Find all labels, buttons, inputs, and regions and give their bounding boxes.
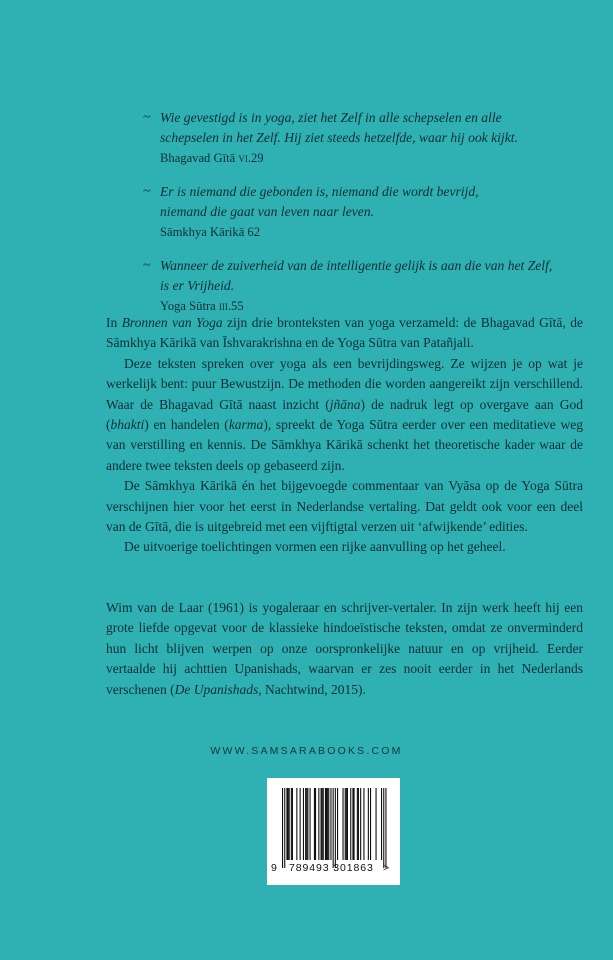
barcode-bar — [310, 788, 311, 860]
quote-source: Sāmkhya Kārikā 62 — [160, 225, 261, 239]
barcode-bar — [291, 788, 292, 860]
description-text — [106, 313, 583, 558]
quote-text: Er is niemand die gebonden is, niemand die wordt bevrijd, niemand die gaat van leven naar leven. — [160, 184, 479, 219]
barcode-bar — [326, 788, 327, 860]
barcode-bar — [354, 788, 355, 860]
barcode-bar — [305, 788, 306, 860]
barcode-bar — [282, 788, 283, 868]
quote-source: Bhagavad Gītā vi.29 — [160, 151, 264, 165]
quote-yoga-sutra — [143, 256, 583, 317]
barcode-bar — [306, 788, 307, 860]
paragraph-commentary: De uitvoerige toelichtingen vormen een rijke aanvulling op het geheel. — [124, 539, 506, 555]
barcode-bar — [322, 788, 323, 860]
barcode-bar — [352, 788, 353, 860]
barcode-bar — [333, 788, 334, 868]
barcode-bar — [321, 788, 322, 860]
barcode-bar — [360, 788, 361, 860]
quote-text: Wie gevestigd is in yoga, ziet het Zelf in alle schepselen en alle schepselen in het Zelf. Hij ziet steeds hetzelfde, waar hij ook kijkt. — [160, 110, 518, 145]
barcode-bar — [368, 788, 369, 860]
quote-tilde: ~ — [143, 184, 151, 199]
barcode-bar — [318, 788, 319, 860]
barcode-bar — [289, 788, 290, 860]
quote-source: Yoga Sūtra iii.55 — [160, 299, 244, 313]
barcode-bar — [385, 788, 386, 868]
barcode-bar — [337, 788, 338, 860]
barcode-bar — [303, 788, 304, 860]
isbn-barcode: 9 789493 301863 > — [267, 778, 400, 885]
barcode-bar — [376, 788, 377, 860]
barcode-bar — [330, 788, 331, 860]
barcode-bar — [350, 788, 351, 860]
barcode-bar — [357, 788, 358, 860]
publisher-website: WWW.SAMSARABOOKS.COM — [210, 745, 403, 757]
barcode-bar — [370, 788, 371, 860]
barcode-bar — [307, 788, 308, 860]
barcode-bar — [345, 788, 346, 860]
barcode-bar — [347, 788, 348, 860]
barcode-bar — [296, 788, 297, 860]
barcode-bar — [286, 788, 287, 860]
quote-tilde: ~ — [143, 110, 151, 125]
barcode-bar — [288, 788, 289, 860]
barcode-bar — [346, 788, 347, 860]
paragraph-intro: In Bronnen van Yoga zijn drie bronteksten van yoga verzameld: de Bhagavad Gītā, de Sāmkhya Kārikā van Īshvarakrishna en de Yoga Sūtra van Patañjali. — [106, 315, 583, 351]
barcode-bar — [284, 788, 285, 868]
barcode-bar — [315, 788, 316, 860]
barcode-bar — [358, 788, 359, 860]
barcode-bar — [300, 788, 301, 860]
barcode-bar — [363, 788, 364, 860]
barcode-bar — [381, 788, 382, 860]
paragraph-methods: Deze teksten spreken over yoga als een bevrijdingsweg. Ze wijzen je op wat je werkelijk bent: puur Bewustzijn. De methoden die worden aangereikt zijn verschillend. Waar de Bhagavad Gītā naast inzicht (jñāna) de nadruk legt op overgave aan God (bhakti) en handelen (karma), spreekt de Yoga Sūtra eerder over een meditatieve weg van verstilling en kennis. De Sāmkhya Kārikā schenkt het theoretische kader waar de andere twee teksten deels op gebaseerd zijn. — [106, 355, 584, 473]
quote-tilde: ~ — [143, 258, 151, 273]
barcode-bar — [314, 788, 315, 860]
barcode-bar — [328, 788, 329, 860]
quote-samkhya-karika — [143, 182, 583, 243]
barcode-bar — [323, 788, 324, 860]
barcode-bar — [343, 788, 344, 860]
paragraph-translation: De Sāmkhya Kārikā én het bijgevoegde commentaar van Vyāsa op de Yoga Sūtra verschijnen hier voor het eerst in Nederlandse vertaling. Dat geldt ook voor een deel van de Gītā, die is uitgebreid met een vijftigtal verzen uit ‘afwijkende’ edities. — [106, 478, 583, 535]
barcode-bar — [335, 788, 336, 868]
quote-text: Wanneer de zuiverheid van de intelligentie gelijk is aan die van het Zelf, is er Vrijheid. — [160, 258, 553, 293]
barcode-bar — [383, 788, 384, 868]
barcode-bar — [325, 788, 326, 860]
author-bio: Wim van de Laar (1961) is yogaleraar en schrijver-vertaler. In zijn werk heeft hij een grote liefde opgevat voor de klassieke hindoeïstische teksten, omdat ze onverminderd hun licht blijven werpen op onze oorspronkelijke natuur en op vrijheid. Eerder vertaalde hij achttien Upanishads, waarvan er zes nooit eerder in het Nederlands verschenen (De Upanishads, Nachtwind, 2015). — [106, 600, 583, 697]
barcode-bar — [327, 788, 328, 860]
quotes-section — [143, 108, 583, 330]
barcode-bar — [292, 788, 293, 860]
quote-bhagavad-gita — [143, 108, 583, 169]
